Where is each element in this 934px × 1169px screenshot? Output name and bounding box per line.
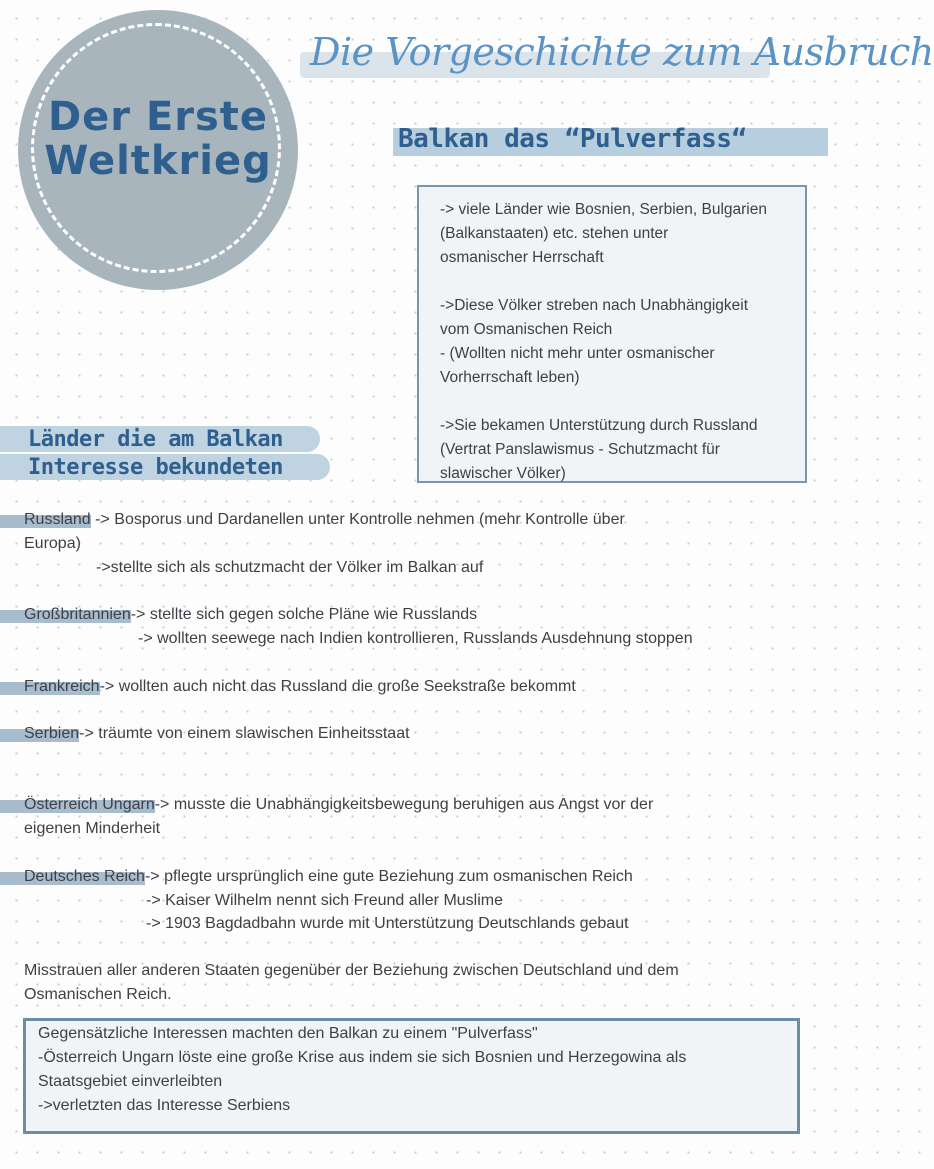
misstrauen-line2: Osmanischen Reich.	[24, 986, 172, 1003]
grossbritannien-text: -> stellte sich gegen solche Pläne wie Russlands	[130, 606, 478, 623]
page-title	[18, 95, 298, 183]
oesterreich-text: -> musste die Unabhängigkeitsbewegung beruhigen aus Angst vor der	[154, 796, 654, 813]
grossbritannien-line1	[24, 606, 477, 624]
balkan-info-text	[440, 198, 800, 486]
balkan-line: ->Diese Völker streben nach Unabhängigkeit	[440, 297, 749, 314]
country-label-frankreich: Frankreich	[24, 678, 100, 695]
serbien-text: -> träumte von einem slawischen Einheitsstaat	[79, 725, 410, 742]
summary-line3: Staatsgebiet einverleibten	[38, 1073, 223, 1090]
russland-text: -> Bosporus und Dardanellen unter Kontrolle nehmen (mehr Kontrolle über	[90, 511, 625, 528]
balkan-line: (Balkanstaaten) etc. stehen unter	[440, 225, 669, 242]
page-title-line1: Der Erste	[47, 94, 269, 140]
country-label-serbien: Serbien	[24, 725, 80, 742]
deutsches-reich-line2: -> Kaiser Wilhelm nennt sich Freund aller Muslime	[146, 892, 504, 909]
summary-line4: ->verletzten das Interesse Serbiens	[38, 1097, 291, 1114]
summary-line1: Gegensätzliche Interessen machten den Balkan zu einem "Pulverfass"	[38, 1025, 538, 1042]
misstrauen-line1: Misstrauen aller anderen Staaten gegenüber der Beziehung zwischen Deutschland und dem	[24, 962, 679, 979]
serbien-line1	[24, 725, 410, 743]
oesterreich-line1	[24, 796, 653, 814]
balkan-line: slawischer Völker)	[440, 465, 566, 482]
russland-line1	[24, 511, 625, 529]
balkan-line: (Vertrat Panslawismus - Schutzmacht für	[440, 441, 720, 458]
frankreich-text: -> wollten auch nicht das Russland die große Seekstraße bekommt	[99, 678, 576, 695]
laender-heading-line1: Länder die am Balkan	[28, 427, 283, 452]
summary-text	[38, 1022, 793, 1118]
frankreich-line1	[24, 678, 576, 696]
balkan-line: Vorherrschaft leben)	[440, 369, 580, 386]
russland-line3: ->stellte sich als schutzmacht der Völker im Balkan auf	[96, 559, 484, 576]
country-label-russland: Russland	[24, 511, 91, 528]
summary-line2: -Österreich Ungarn löste eine große Krise aus indem sie sich Bosnien und Herzegowina als	[38, 1049, 687, 1066]
balkan-line: - (Wollten nicht mehr unter osmanischer	[440, 345, 715, 362]
balkan-line: -> viele Länder wie Bosnien, Serbien, Bulgarien	[440, 201, 767, 218]
balkan-line: vom Osmanischen Reich	[440, 321, 613, 338]
deutsches-reich-text: -> pflegte ursprünglich eine gute Beziehung zum osmanischen Reich	[144, 868, 633, 885]
main-heading: Die Vorgeschichte zum Ausbruch	[310, 30, 934, 74]
country-label-deutsches-reich: Deutsches Reich	[24, 868, 145, 885]
deutsches-reich-line3: -> 1903 Bagdadbahn wurde mit Unterstützung Deutschlands gebaut	[146, 915, 629, 932]
balkan-line: ->Sie bekamen Unterstützung durch Russland	[440, 417, 758, 434]
country-label-grossbritannien: Großbritannien	[24, 606, 131, 623]
deutsches-reich-line1	[24, 868, 633, 886]
page-title-line2: Weltkrieg	[44, 138, 272, 184]
laender-heading	[28, 426, 283, 482]
balkan-line: osmanischer Herrschaft	[440, 249, 604, 266]
country-label-oesterreich: Österreich Ungarn	[24, 796, 155, 813]
balkan-heading: Balkan das “Pulverfass“	[398, 124, 747, 154]
laender-heading-line2: Interesse bekundeten	[28, 455, 283, 480]
russland-line2: Europa)	[24, 535, 81, 552]
grossbritannien-line2: -> wollten seewege nach Indien kontrollieren, Russlands Ausdehnung stoppen	[138, 630, 693, 647]
oesterreich-line2: eigenen Minderheit	[24, 820, 161, 837]
